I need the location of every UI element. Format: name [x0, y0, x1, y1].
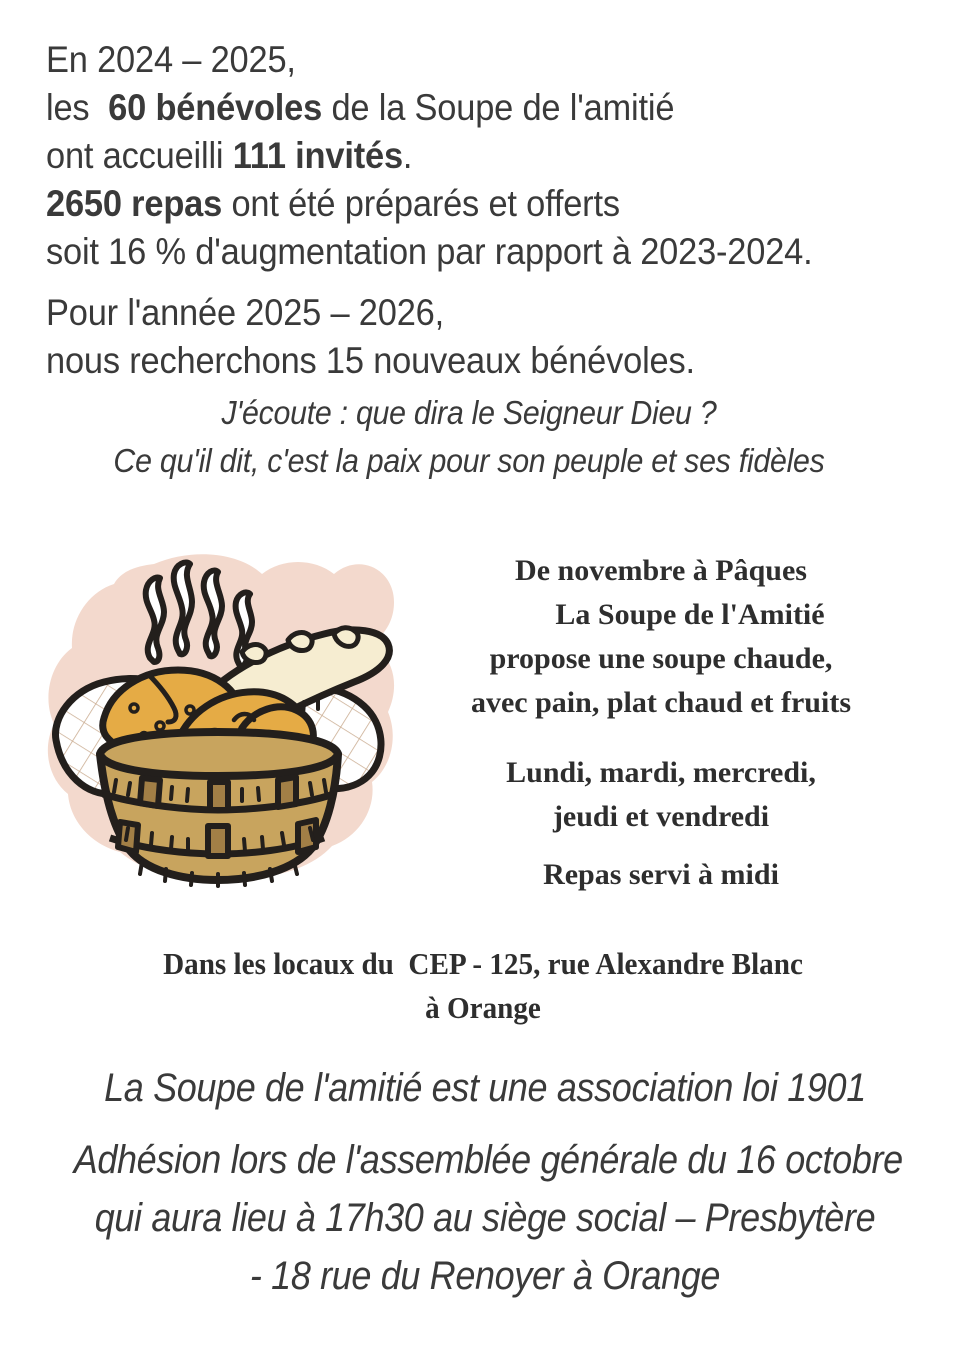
recruitment-line-2: nous recherchons 15 nouveaux bénévoles.	[46, 340, 695, 381]
meal-time-note: Repas servi à midi	[543, 858, 779, 891]
schedule-line-5: Lundi, mardi, mercredi,	[506, 756, 816, 789]
venue-address-line-1: Dans les locaux du CEP - 125, rue Alexandre Blanc	[163, 946, 803, 981]
intro-line-4-post: ont été préparés et offerts	[222, 183, 620, 224]
intro-line-2	[46, 84, 864, 132]
intro-line-2-pre: les	[46, 87, 109, 128]
schedule-line-1: De novembre à Pâques	[515, 554, 807, 587]
intro-line-1: En 2024 – 2025,	[46, 39, 296, 80]
volunteer-count: 60 bénévoles	[108, 87, 323, 128]
quote-line-2: Ce qu'il dit, c'est la paix pour son peuple et ses fidèles	[113, 442, 825, 479]
bread-basket-illustration	[42, 540, 402, 890]
footer-line-3: qui aura lieu à 17h30 au siège social – Presbytère	[94, 1196, 876, 1240]
footer-line-4: - 18 rue du Renoyer à Orange	[249, 1254, 721, 1298]
schedule-line-6: jeudi et vendredi	[552, 800, 770, 833]
footer-line-2: Adhésion lors de l'assemblée générale du 16 octobre	[73, 1138, 903, 1182]
association-footer	[73, 1059, 903, 1305]
intro-line-4	[46, 180, 864, 228]
venue-address-line-2: à Orange	[425, 990, 541, 1025]
intro-line-3-pre: ont accueilli	[46, 135, 233, 176]
meal-count: 2650 repas	[46, 183, 223, 224]
schedule-block	[406, 549, 916, 839]
recruitment-line-1: Pour l'année 2025 – 2026,	[46, 292, 444, 333]
quote-line-1: J'écoute : que dira le Seigneur Dieu ?	[221, 394, 717, 431]
schedule-line-2: La Soupe de l'Amitié	[555, 598, 825, 631]
recruitment-paragraph	[46, 289, 864, 385]
footer-line-1: La Soupe de l'amitié est une association loi 1901	[104, 1066, 866, 1110]
schedule-line-3: propose une soupe chaude,	[489, 642, 833, 675]
scripture-quote	[38, 389, 901, 485]
schedule-line-4: avec pain, plat chaud et fruits	[470, 686, 851, 719]
intro-line-2-post: de la Soupe de l'amitié	[322, 87, 675, 128]
intro-line-3	[46, 132, 864, 180]
intro-paragraph	[46, 36, 864, 276]
venue-address	[65, 942, 902, 1030]
intro-line-5: soit 16 % d'augmentation par rapport à 2023-2024.	[46, 231, 813, 272]
guest-count: 111 invités	[232, 135, 403, 176]
intro-line-3-post: .	[402, 135, 413, 176]
